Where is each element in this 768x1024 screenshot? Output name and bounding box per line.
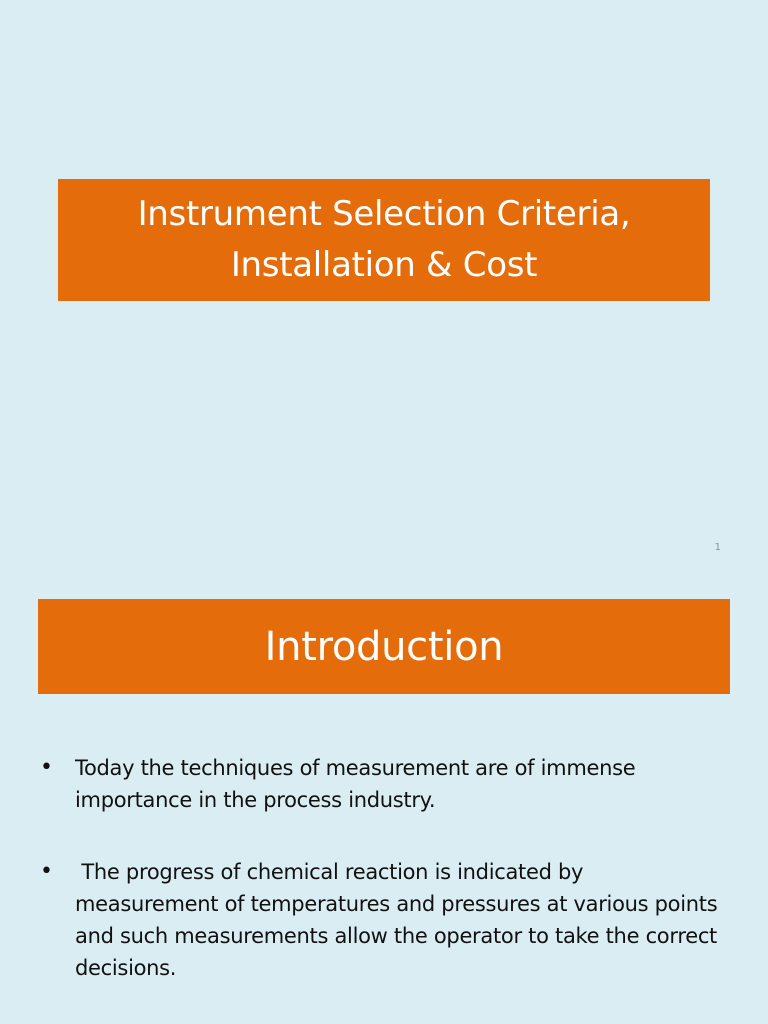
title-line-1: Instrument Selection Criteria, (137, 194, 631, 234)
bullet-dot-icon: • (40, 859, 53, 884)
bullet-text: Today the techniques of measurement are of immense importance in the process industry. (75, 756, 642, 812)
slide-title (138, 189, 631, 291)
bullet-list (40, 752, 724, 1024)
bullet-item (40, 752, 720, 816)
title-box (58, 179, 710, 301)
bullet-item (40, 856, 724, 984)
bullet-dot-icon: • (40, 755, 53, 780)
title-line-2: Installation & Cost (230, 245, 538, 285)
heading-box (38, 599, 730, 694)
slide-number: 1 (714, 542, 721, 553)
slide-heading: Introduction (264, 623, 504, 670)
bullet-text: The progress of chemical reaction is indicated by measurement of temperatures and pressures at various points and such measurements allow the operator to take the correct decisions. (75, 860, 724, 980)
slide-2 (0, 576, 768, 1024)
